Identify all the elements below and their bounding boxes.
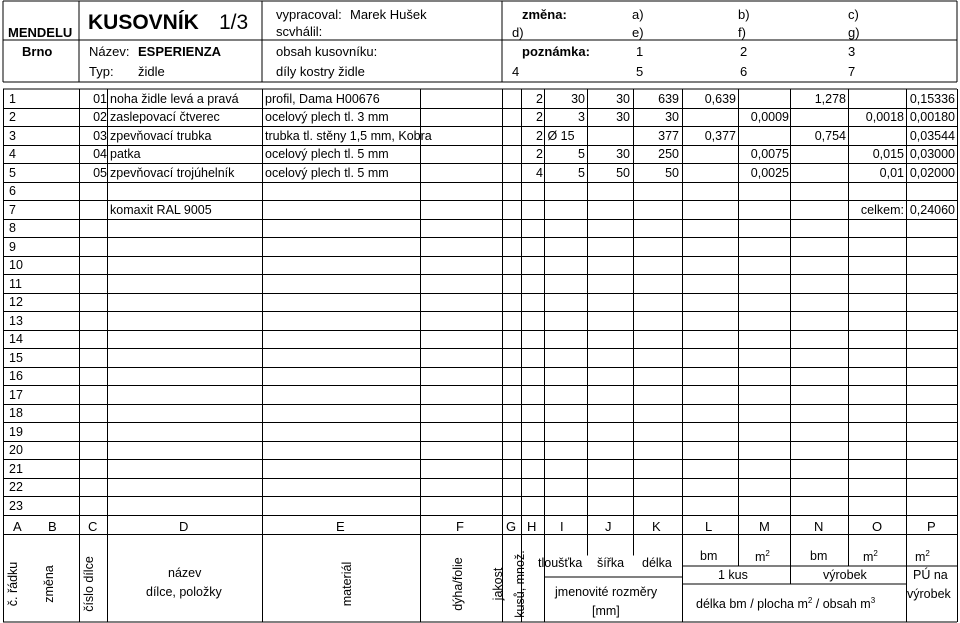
- footer-pu-vyrobek: výrobek: [907, 587, 951, 601]
- cell-n: 14: [9, 332, 23, 346]
- cell-mat: profil, Dama H00676: [265, 91, 380, 106]
- column-letter: O: [872, 518, 883, 534]
- cell-mat: ocelový plech tl. 5 mm: [265, 147, 389, 161]
- poznamka-3: 3: [848, 44, 856, 59]
- footer-jmenovite: jmenovité rozměry: [555, 585, 658, 599]
- cell-mat: ocelový plech tl. 5 mm: [265, 165, 389, 180]
- cell-l: 30: [665, 110, 679, 124]
- cell-n: 23: [9, 498, 23, 513]
- column-letter: N: [814, 518, 824, 534]
- cell-n: 1: [9, 91, 16, 106]
- cell-w: 30: [616, 147, 630, 161]
- cell-qty: 2: [536, 147, 543, 161]
- nazev-value: ESPERIENZA: [138, 44, 222, 59]
- footer-bm-2: bm: [810, 549, 828, 563]
- column-letter: P: [927, 518, 936, 534]
- cell-n: 5: [9, 165, 16, 180]
- cell-pu: 0,15336: [909, 91, 955, 106]
- footer-bm-1: bm: [700, 549, 718, 563]
- cell-n: 21: [9, 461, 23, 476]
- cell-pu: 0,00180: [909, 110, 955, 124]
- org-city: Brno: [22, 44, 53, 59]
- cell-w: 50: [616, 165, 630, 180]
- label-zmena: změna:: [522, 7, 567, 22]
- cell-l: 50: [665, 165, 679, 180]
- cell-n: 17: [9, 387, 23, 402]
- cell-c: 02: [93, 110, 107, 124]
- cell-n: 22: [9, 480, 23, 494]
- label-schvalil: scvhálil:: [276, 24, 323, 39]
- footer-jakost: jakost: [491, 567, 505, 601]
- poznamka-2: 2: [740, 44, 748, 59]
- cell-w: 30: [616, 110, 630, 124]
- cell-n: 19: [9, 424, 23, 439]
- footer-cislo-radku: č. řádku: [6, 561, 20, 607]
- footer-pu-na: PÚ na: [913, 568, 948, 582]
- footer-dyha: dýha/folie: [451, 557, 465, 611]
- poznamka-4: 4: [512, 64, 520, 79]
- cell-bmv: 1,278: [814, 91, 846, 106]
- cell-n: 4: [9, 147, 16, 161]
- zmena-g: g): [848, 25, 860, 40]
- page-title: KUSOVNÍK: [88, 11, 199, 34]
- footer-1-kus: 1 kus: [718, 568, 748, 582]
- label-obsah: obsah kusovníku:: [276, 44, 378, 59]
- zmena-b: b): [738, 7, 750, 22]
- zmena-e: e): [632, 25, 644, 40]
- cell-n: 11: [9, 276, 22, 291]
- column-letter: B: [48, 518, 57, 534]
- cell-m2v: celkem:: [860, 202, 904, 217]
- cell-name: komaxit RAL 9005: [110, 202, 212, 217]
- poznamka-7: 7: [848, 64, 856, 79]
- cell-n: 7: [9, 202, 16, 217]
- cell-mat: trubka tl. stěny 1,5 mm, Kobra: [265, 128, 432, 143]
- cell-pu: 0,03000: [909, 147, 955, 161]
- footer-vyrobek: výrobek: [823, 568, 867, 582]
- cell-name: zaslepovací čtverec: [110, 110, 220, 124]
- footer-zmena: změna: [42, 565, 56, 603]
- cell-l: 250: [658, 147, 679, 161]
- footer-m2-3: $m^2$: [915, 549, 930, 565]
- cell-c: 01: [93, 91, 107, 106]
- cell-n: 15: [9, 350, 23, 365]
- cell-n: 8: [9, 221, 16, 235]
- column-letter: A: [13, 518, 22, 534]
- typ-value: židle: [138, 64, 165, 79]
- column-letter: G: [506, 518, 517, 534]
- cell-t: 3: [578, 110, 585, 124]
- cell-t: 5: [578, 147, 585, 161]
- column-letter: F: [456, 518, 464, 534]
- cell-n: 12: [9, 295, 23, 309]
- label-nazev: Název:: [89, 44, 130, 59]
- cell-n: 6: [9, 184, 16, 198]
- footer-tloustka: tloušťka: [538, 556, 583, 570]
- footer-cislo-dilce: číslo dílce: [82, 556, 96, 612]
- cell-bm1: 0,639: [704, 91, 736, 106]
- column-letter: K: [652, 518, 661, 534]
- cell-name: zpevňovací trojúhelník: [110, 165, 235, 180]
- cell-bmv: 0,754: [814, 128, 846, 143]
- cell-c: 05: [93, 165, 107, 180]
- cell-n: 18: [9, 406, 23, 420]
- column-letter: E: [336, 518, 345, 534]
- cell-bm1: 0,377: [704, 128, 736, 143]
- org-name: MENDELU: [8, 25, 73, 40]
- cell-n: 9: [9, 239, 16, 254]
- cell-l: 639: [658, 91, 679, 106]
- cell-m21: 0,0075: [750, 147, 789, 161]
- cell-name: noha židle levá a pravá: [110, 91, 239, 106]
- cell-w: 30: [616, 91, 630, 106]
- cell-qty: 2: [536, 110, 543, 124]
- poznamka-5: 5: [636, 64, 644, 79]
- cell-m21: 0,0009: [750, 110, 789, 124]
- obsah-value: díly kostry židle: [276, 64, 365, 79]
- cell-m2v: 0,0018: [865, 110, 904, 124]
- cell-qty: 2: [536, 128, 543, 143]
- label-poznamka: poznámka:: [522, 44, 590, 59]
- column-letter: C: [88, 518, 98, 534]
- zmena-f: f): [738, 25, 746, 40]
- footer-m2-2: $m^2$: [863, 549, 878, 565]
- cell-t: 5: [578, 165, 585, 180]
- cell-mat: ocelový plech tl. 3 mm: [265, 110, 389, 124]
- column-letter: I: [560, 518, 564, 534]
- sheet-number: 1/3: [219, 11, 249, 34]
- column-letter: H: [527, 518, 537, 534]
- cell-qty: 4: [536, 165, 543, 180]
- cell-t: 30: [571, 91, 585, 106]
- cell-pu: 0,02000: [909, 165, 955, 180]
- cell-n: 10: [9, 258, 23, 272]
- zmena-c: c): [848, 7, 859, 22]
- poznamka-1: 1: [636, 44, 644, 59]
- column-letter: J: [605, 518, 612, 534]
- cell-n: 3: [9, 128, 16, 143]
- zmena-d: d): [512, 25, 524, 40]
- zmena-a: a): [632, 7, 644, 22]
- column-letter: M: [759, 518, 770, 534]
- cell-m21: 0,0025: [750, 165, 789, 180]
- footer-nazev-2: dílce, položky: [146, 585, 222, 599]
- column-letter: D: [179, 518, 189, 534]
- poznamka-6: 6: [740, 64, 748, 79]
- footer-nazev: název: [168, 566, 202, 580]
- label-typ: Typ:: [89, 64, 114, 79]
- footer-m2-1: $m^2$: [755, 549, 770, 565]
- cell-qty: 2: [536, 91, 543, 106]
- cell-l: 377: [658, 128, 679, 143]
- cell-n: 13: [9, 313, 23, 328]
- vypracoval-value: Marek Hušek: [350, 7, 427, 22]
- cell-c: 03: [93, 128, 107, 143]
- footer-sirka: šířka: [597, 556, 625, 570]
- cell-pu: 0,03544: [909, 128, 955, 143]
- cell-pu: 0,24060: [909, 202, 955, 217]
- footer-delka-plocha: délka bm / plocha $m^2$ / obsah $m^3$: [696, 596, 876, 612]
- cell-n: 2: [9, 110, 16, 124]
- cell-c: 04: [93, 147, 107, 161]
- footer-kusu: kusů, množ.: [513, 550, 527, 618]
- footer-mm: [mm]: [592, 604, 620, 618]
- column-letter: L: [705, 518, 713, 534]
- cell-m2v: 0,015: [872, 147, 904, 161]
- cell-name: patka: [110, 147, 141, 161]
- footer-delka: délka: [642, 556, 672, 570]
- label-vypracoval: vypracoval:: [276, 7, 342, 22]
- cell-n: 20: [9, 443, 23, 457]
- cell-t: Ø 15: [547, 128, 575, 143]
- cell-name: zpevňovací trubka: [110, 128, 212, 143]
- footer-material: materiál: [340, 561, 354, 607]
- cell-m2v: 0,01: [879, 165, 904, 180]
- cell-n: 16: [9, 369, 23, 383]
